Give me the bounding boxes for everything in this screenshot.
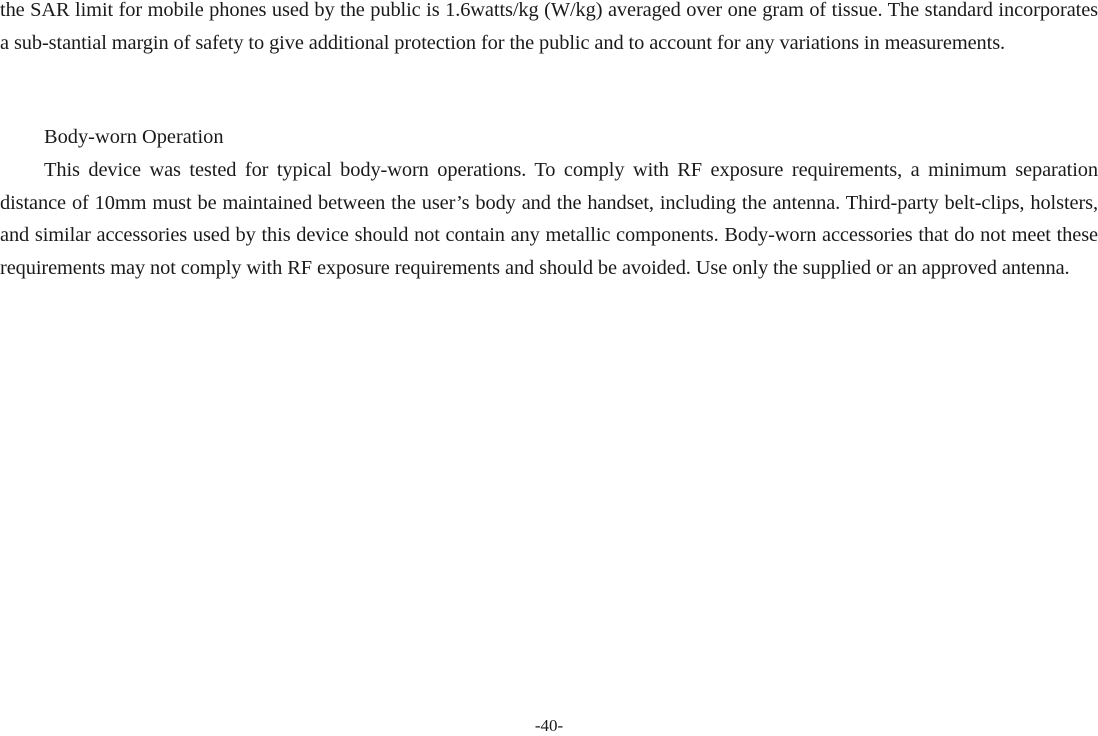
sar-limit-paragraph: the SAR limit for mobile phones used by the public is 1.6watts/kg (W/kg) averaged over one gram of tissue. The standard incorporates a sub-stantial margin of safety to give additional protection for the public and to account for any variations in measurements. (0, 0, 1098, 54)
page-number: -40- (534, 716, 564, 735)
body-worn-paragraph: This device was tested for typical body-worn operations. To comply with RF exposure requirements, a minimum separation distance of 10mm must be maintained between the user’s body and the handset, including the antenna. Third-party belt-clips, holsters, and similar accessories used by this device should not contain any metallic components. Body-worn accessories that do not meet these requirements may not comply with RF exposure requirements and should be avoided. Use only the supplied or an approved antenna. (0, 159, 1098, 279)
section-heading: Body-worn Operation (44, 126, 224, 148)
